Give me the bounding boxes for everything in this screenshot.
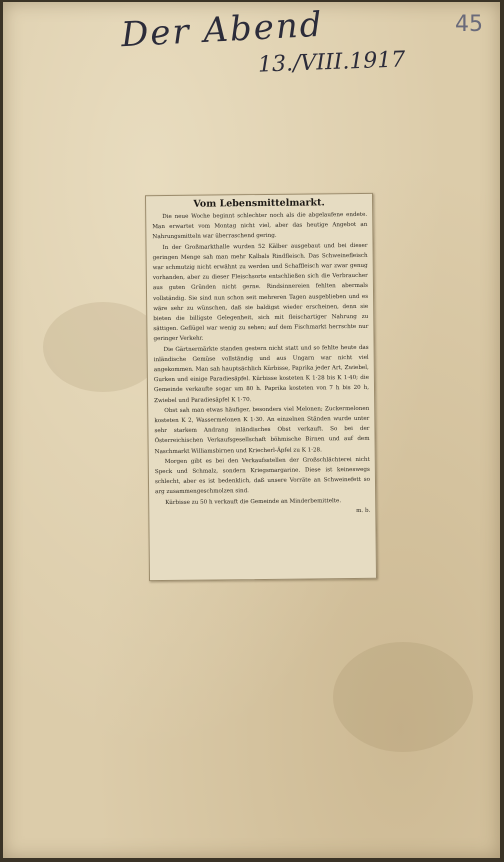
- handwritten-page-number: 45: [455, 12, 483, 37]
- article-paragraph: In der Großmarkthalle wurden 52 Kälber ausgebaut und bei dieser geringen Menge sah man mehr Kalbals Rindfleisch. Das Schweinefleisch war schmutzig nicht erwähnt zu werden und Schaffleisch war zwar genug vorhanden, aber zu dieser Fleischsorte entschließen sich die Verbraucher aus guten Gründen nicht gerne. Rindsinnereien fehlten abermals vollständig. Sie sind nun schon seit mehreren Tagen ausgeblieben und es wäre sehr zu wünschen, daß sie baldigst wieder erscheinen, denn sie bieten die billigste Gelegenheit, sich mit fleischartiger Nahrung zu sättigen. Geflügel war wenig zu sehen; auf dem Fischmarkt herrschte nur geringer Verkehr.: [152, 242, 369, 343]
- paper-stain: [43, 302, 163, 392]
- article-paragraph: Kürbisse zu 50 h verkauft die Gemeinde an Minderbemittelte.: [165, 497, 342, 506]
- paper-stain: [333, 642, 473, 752]
- archive-page: [3, 2, 500, 858]
- article-paragraph: Die neue Woche beginnt schlechter noch als die abgelaufene endete. Man erwartet vom Montag nicht viel, aber das heutige Angebot an Nahrungsmitteln war überraschend gering.: [152, 211, 368, 241]
- article-body: [146, 210, 375, 518]
- handwritten-date: 13./VIII.1917: [257, 47, 406, 78]
- article-paragraph: Obst sah man etwas häufiger, besonders viel Melonen; Zuckermelonen kosteten K 2, Wassermelonen K 1·30. An einzelnen Ständen wurde unter sehr starkem Andrang inländisches Obst verkauft. So bei der Österreichischen Verkaufsgesellschaft böhmische Birnen und auf dem Naschmarkt Williamsbirnen und Kriecherl-Äpfel zu K 1·28.: [154, 405, 370, 455]
- newspaper-clipping: [145, 193, 377, 581]
- article-signature: m. b.: [356, 507, 371, 514]
- article-paragraph: Morgen gibt es bei den Verkaufsstellen der Großschlächterei nicht Speck und Schmalz, sondern Kriegsmargarine. Diese ist keineswegs schlecht, aber es ist bedenklich, daß unsere Vorräte an Schweinefett so arg zusammengeschmolzen sind.: [154, 456, 371, 496]
- article-title: Vom Lebensmittelmarkt.: [193, 197, 325, 210]
- article-paragraph: Die Gärtnermärkte standen gestern nicht statt und so fehlte heute das inländische Gemüse vollständig und aus Ungarn war nicht viel angekommen. Man sah hauptsächlich Kürbisse, Paprika jeder Art, Zwiebel, Gurken und einige Paradiesäpfel. Kürbisse kosteten K 1·28 bis K 1·40; die Gemeinde verkaufte sogar um 80 h. Paprika kosteten von 7 h bis 20 h, Zwiebel und Paradiesäpfel K 1·70.: [153, 344, 370, 404]
- handwritten-newspaper-name: Der Abend: [120, 4, 325, 56]
